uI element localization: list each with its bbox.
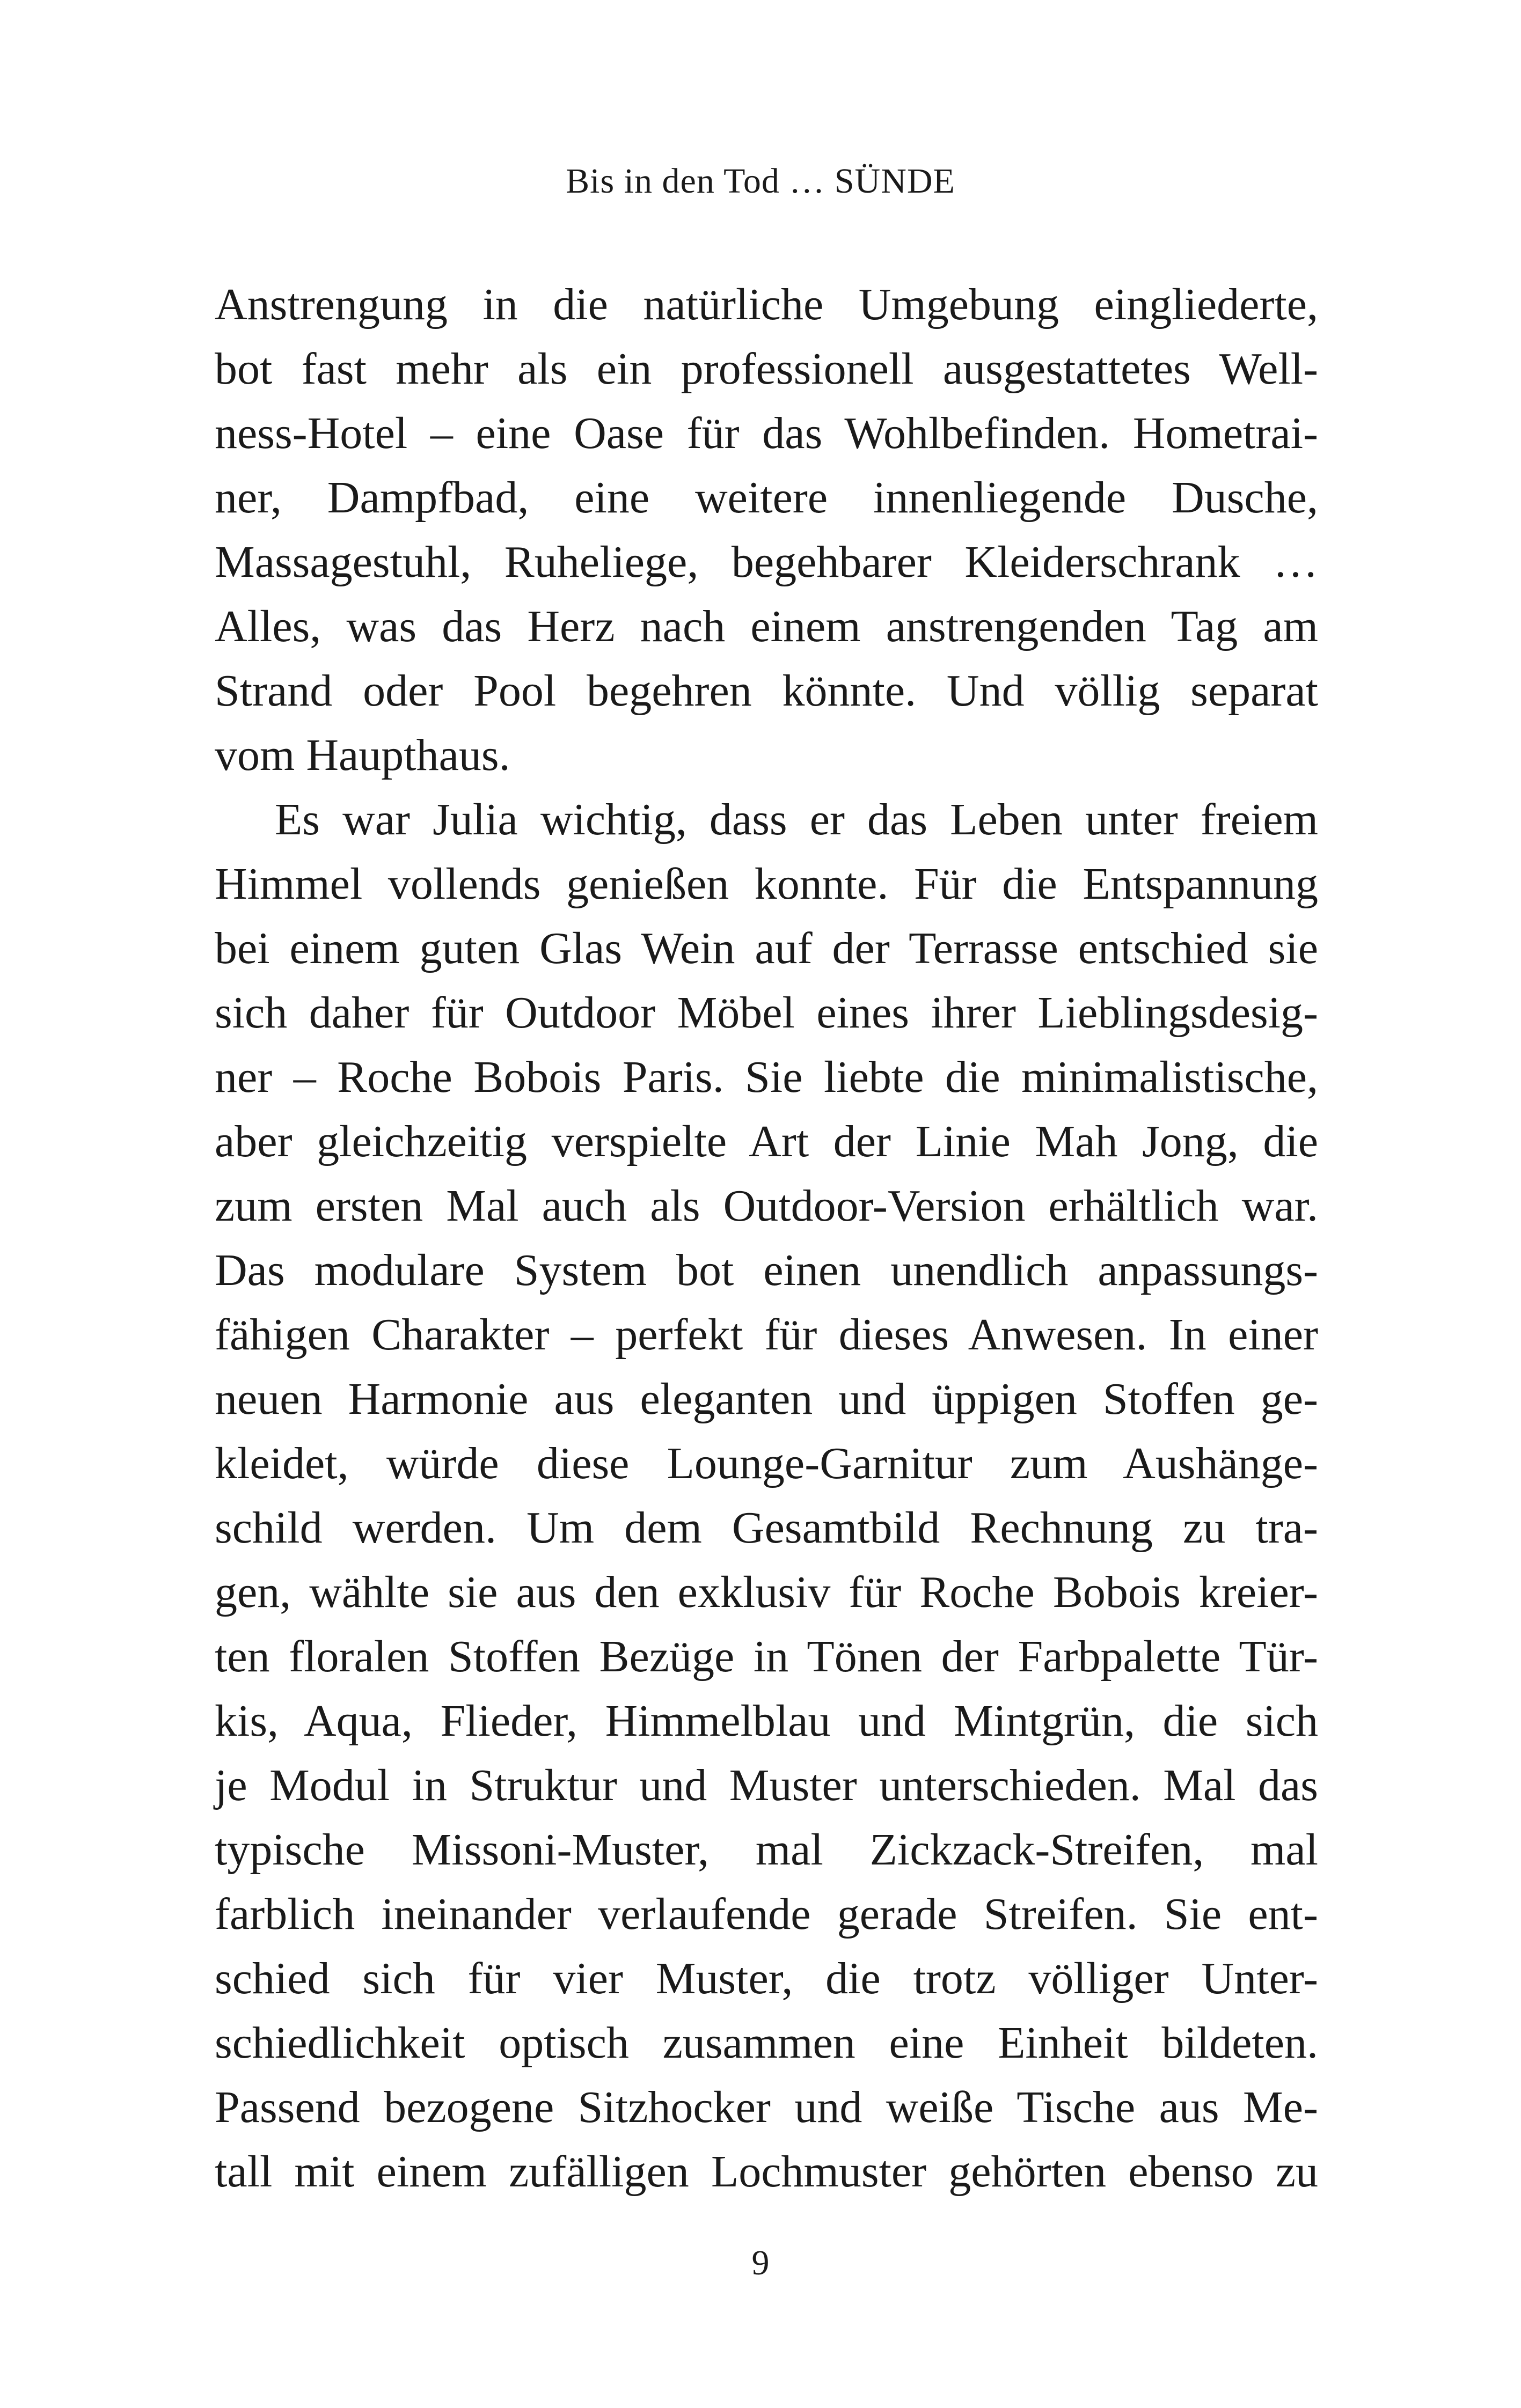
text-line: Passend bezogene Sitzhocker und weiße Tische aus Me-: [215, 2082, 1318, 2132]
text-line: ness-Hotel – eine Oase für das Wohlbefinden. Hometrai-: [215, 408, 1318, 458]
text-line: bot fast mehr als ein professionell ausgestattetes Well-: [215, 344, 1318, 394]
text-line: kleidet, würde diese Lounge-Garnitur zum Aushänge-: [215, 1438, 1318, 1488]
text-line: Das modulare System bot einen unendlich anpassungs-: [215, 1245, 1318, 1295]
text-line: neuen Harmonie aus eleganten und üppigen Stoffen ge-: [215, 1374, 1318, 1424]
text-line: fähigen Charakter – perfekt für dieses Anwesen. In einer: [215, 1310, 1318, 1360]
text-line: ner – Roche Bobois Paris. Sie liebte die minimalistische,: [215, 1052, 1318, 1102]
running-header: Bis in den Tod … SÜNDE: [566, 161, 955, 201]
text-line: Strand oder Pool begehren könnte. Und völlig separat: [215, 666, 1318, 716]
page-number: 9: [751, 2243, 770, 2282]
text-line: kis, Aqua, Flieder, Himmelblau und Mintgrün, die sich: [215, 1696, 1318, 1746]
text-line: ner, Dampfbad, eine weitere innenliegende Dusche,: [215, 473, 1318, 523]
text-line: sich daher für Outdoor Möbel eines ihrer Lieblingsdesig-: [215, 988, 1318, 1038]
text-line: schiedlichkeit optisch zusammen eine Einheit bildeten.: [215, 2018, 1318, 2068]
text-line: vom Haupthaus.: [215, 730, 510, 780]
paragraph-start-line: Es war Julia wichtig, dass er das Leben unter freiem: [275, 795, 1318, 845]
text-line: ten floralen Stoffen Bezüge in Tönen der Farbpalette Tür-: [215, 1632, 1318, 1682]
text-line: schild werden. Um dem Gesamtbild Rechnung zu tra-: [215, 1503, 1318, 1553]
text-line: bei einem guten Glas Wein auf der Terrasse entschied sie: [215, 923, 1318, 973]
text-line: aber gleichzeitig verspielte Art der Linie Mah Jong, die: [215, 1117, 1318, 1166]
text-line: schied sich für vier Muster, die trotz völliger Unter-: [215, 1954, 1318, 2003]
text-line: tall mit einem zufälligen Lochmuster gehörten ebenso zu: [215, 2147, 1318, 2197]
text-line: Himmel vollends genießen konnte. Für die Entspannung: [215, 859, 1318, 909]
text-line: Alles, was das Herz nach einem anstrengenden Tag am: [215, 601, 1318, 651]
body-text: [215, 273, 1318, 2204]
text-line: Anstrengung in die natürliche Umgebung eingliederte,: [215, 280, 1318, 329]
text-line: Massagestuhl, Ruheliege, begehbarer Kleiderschrank …: [215, 537, 1318, 587]
text-line: gen, wählte sie aus den exklusiv für Roche Bobois kreier-: [215, 1567, 1318, 1617]
text-line: farblich ineinander verlaufende gerade Streifen. Sie ent-: [215, 1889, 1318, 1939]
text-line: zum ersten Mal auch als Outdoor-Version erhältlich war.: [215, 1181, 1318, 1231]
text-line: je Modul in Struktur und Muster unterschieden. Mal das: [215, 1760, 1318, 1810]
text-line: typische Missoni-Muster, mal Zickzack-Streifen, mal: [215, 1825, 1318, 1875]
